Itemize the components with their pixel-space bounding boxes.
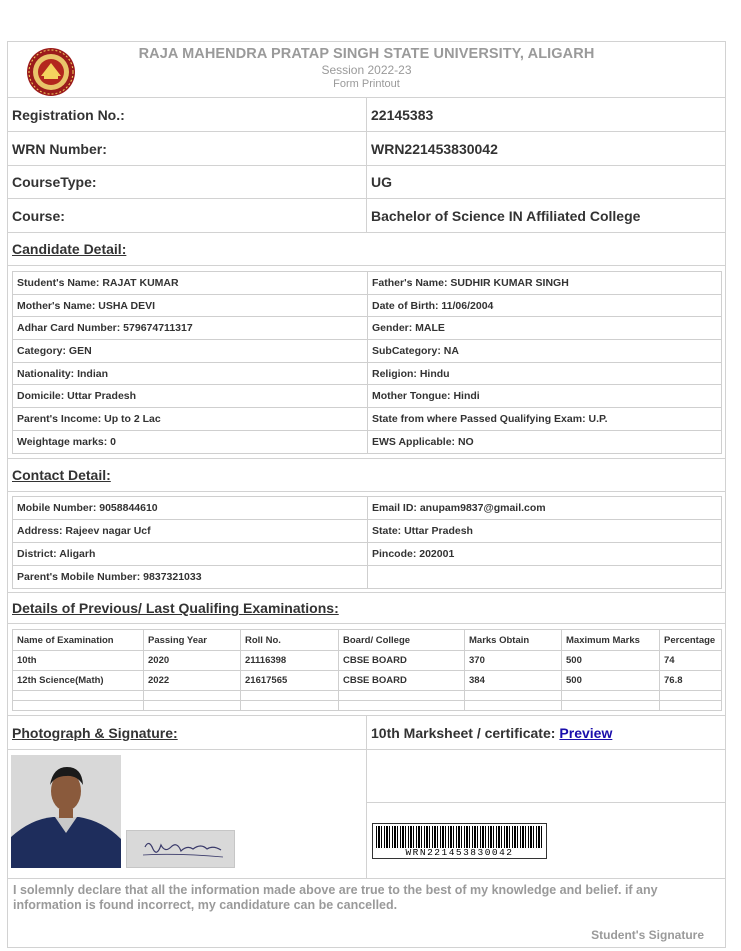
table-row	[13, 430, 722, 453]
column-header: Marks Obtain	[465, 630, 562, 651]
divider	[366, 802, 726, 803]
exam-heading-row	[7, 592, 726, 624]
table-cell	[241, 691, 339, 701]
barcode-bars-icon	[376, 826, 543, 848]
column-header: Passing Year	[144, 630, 241, 651]
table-row	[13, 340, 722, 363]
table-cell: Father's Name: SUDHIR KUMAR SINGH	[368, 272, 722, 295]
table-cell: Parent's Income: Up to 2 Lac	[13, 408, 368, 431]
table-cell: 10th	[13, 651, 144, 671]
table-cell	[562, 691, 660, 701]
course-value: Bachelor of Science IN Affiliated College	[371, 207, 641, 224]
exam-heading: Details of Previous/ Last Qualifing Examinations:	[12, 600, 339, 616]
table-row	[13, 691, 722, 701]
barcode-text: WRN221453830042	[405, 847, 514, 858]
table-cell: 370	[465, 651, 562, 671]
coursetype-row	[7, 166, 726, 199]
person-photo-icon	[11, 755, 121, 868]
contact-detail-heading-row	[7, 458, 726, 492]
declaration-text: I solemnly declare that all the information made above are true to the best of my knowledge and belief. if any information is found incorrect, my candidature can be cancelled.	[13, 883, 658, 912]
registration-row	[7, 98, 726, 132]
photo-signature-heading: Photograph & Signature:	[12, 725, 178, 741]
table-cell: CBSE BOARD	[339, 671, 465, 691]
signature-icon	[127, 831, 236, 869]
table-cell: Gender: MALE	[368, 317, 722, 340]
table-cell: Email ID: anupam9837@gmail.com	[368, 497, 722, 520]
table-cell: Weightage marks: 0	[13, 430, 368, 453]
contact-detail-heading: Contact Detail:	[12, 467, 111, 483]
column-header: Percentage	[660, 630, 722, 651]
marksheet-label-wrap	[371, 716, 612, 750]
table-row	[13, 543, 722, 566]
student-signature-label: Student's Signature	[591, 928, 704, 942]
divider	[7, 878, 726, 879]
coursetype-value: UG	[371, 174, 392, 190]
table-cell	[241, 701, 339, 711]
form-subtitle: Form Printout	[333, 78, 400, 90]
candidate-detail-table	[12, 271, 722, 454]
table-cell	[144, 701, 241, 711]
table-cell: 21617565	[241, 671, 339, 691]
table-cell: Nationality: Indian	[13, 362, 368, 385]
table-row	[13, 566, 722, 589]
preview-link[interactable]: Preview	[559, 725, 613, 741]
table-cell	[339, 701, 465, 711]
table-row	[13, 385, 722, 408]
wrn-value: WRN221453830042	[371, 140, 498, 157]
university-title: RAJA MAHENDRA PRATAP SINGH STATE UNIVERSITY, ALIGARH	[138, 46, 595, 62]
table-cell	[562, 701, 660, 711]
table-cell	[13, 691, 144, 701]
column-header: Name of Examination	[13, 630, 144, 651]
table-cell: Domicile: Uttar Pradesh	[13, 385, 368, 408]
table-cell	[660, 691, 722, 701]
table-cell: Pincode: 202001	[368, 543, 722, 566]
table-cell: 74	[660, 651, 722, 671]
registration-value: 22145383	[371, 106, 434, 123]
table-cell: SubCategory: NA	[368, 340, 722, 363]
table-cell: Address: Rajeev nagar Ucf	[13, 520, 368, 543]
registration-label: Registration No.:	[12, 106, 125, 123]
table-row	[13, 701, 722, 711]
candidate-signature	[126, 830, 235, 868]
table-row	[13, 294, 722, 317]
table-header-row	[13, 630, 722, 651]
table-row	[13, 272, 722, 295]
form-header	[7, 41, 726, 98]
column-header: Board/ College	[339, 630, 465, 651]
table-row	[13, 497, 722, 520]
table-cell: District: Aligarh	[13, 543, 368, 566]
table-cell	[144, 691, 241, 701]
table-cell: State: Uttar Pradesh	[368, 520, 722, 543]
table-row	[13, 651, 722, 671]
candidate-detail-heading-row	[7, 233, 726, 266]
table-cell: 2022	[144, 671, 241, 691]
table-cell: EWS Applicable: NO	[368, 430, 722, 453]
course-label: Course:	[12, 207, 65, 224]
table-cell: 500	[562, 651, 660, 671]
wrn-row	[7, 132, 726, 166]
course-row	[7, 199, 726, 233]
table-cell: Parent's Mobile Number: 9837321033	[13, 566, 368, 589]
table-cell: Mobile Number: 9058844610	[13, 497, 368, 520]
table-cell: Religion: Hindu	[368, 362, 722, 385]
table-cell: Adhar Card Number: 579674711317	[13, 317, 368, 340]
table-cell	[465, 691, 562, 701]
barcode	[372, 823, 547, 859]
table-cell	[13, 701, 144, 711]
photo-signature-row	[7, 716, 726, 750]
table-row	[13, 362, 722, 385]
table-cell	[660, 701, 722, 711]
table-cell	[339, 691, 465, 701]
coursetype-label: CourseType:	[12, 174, 97, 190]
table-cell: Mother's Name: USHA DEVI	[13, 294, 368, 317]
column-header: Roll No.	[241, 630, 339, 651]
wrn-label: WRN Number:	[12, 140, 107, 157]
table-cell: Mother Tongue: Hindi	[368, 385, 722, 408]
column-header: Maximum Marks	[562, 630, 660, 651]
session-label: Session 2022-23	[321, 63, 412, 77]
table-cell: CBSE BOARD	[339, 651, 465, 671]
table-cell: 384	[465, 671, 562, 691]
candidate-photo	[11, 755, 121, 868]
table-cell: 21116398	[241, 651, 339, 671]
table-cell	[465, 701, 562, 711]
contact-detail-table	[12, 496, 722, 589]
table-cell: 2020	[144, 651, 241, 671]
candidate-detail-heading: Candidate Detail:	[12, 241, 127, 257]
table-cell: Category: GEN	[13, 340, 368, 363]
table-cell: 76.8	[660, 671, 722, 691]
marksheet-label: 10th Marksheet / certificate:	[371, 725, 556, 741]
table-cell: State from where Passed Qualifying Exam: U.P.	[368, 408, 722, 431]
table-cell: 12th Science(Math)	[13, 671, 144, 691]
table-cell	[368, 566, 722, 589]
table-cell: 500	[562, 671, 660, 691]
table-row	[13, 671, 722, 691]
table-row	[13, 317, 722, 340]
table-cell: Date of Birth: 11/06/2004	[368, 294, 722, 317]
table-row	[13, 520, 722, 543]
exam-table	[12, 629, 722, 711]
table-row	[13, 408, 722, 431]
table-cell: Student's Name: RAJAT KUMAR	[13, 272, 368, 295]
